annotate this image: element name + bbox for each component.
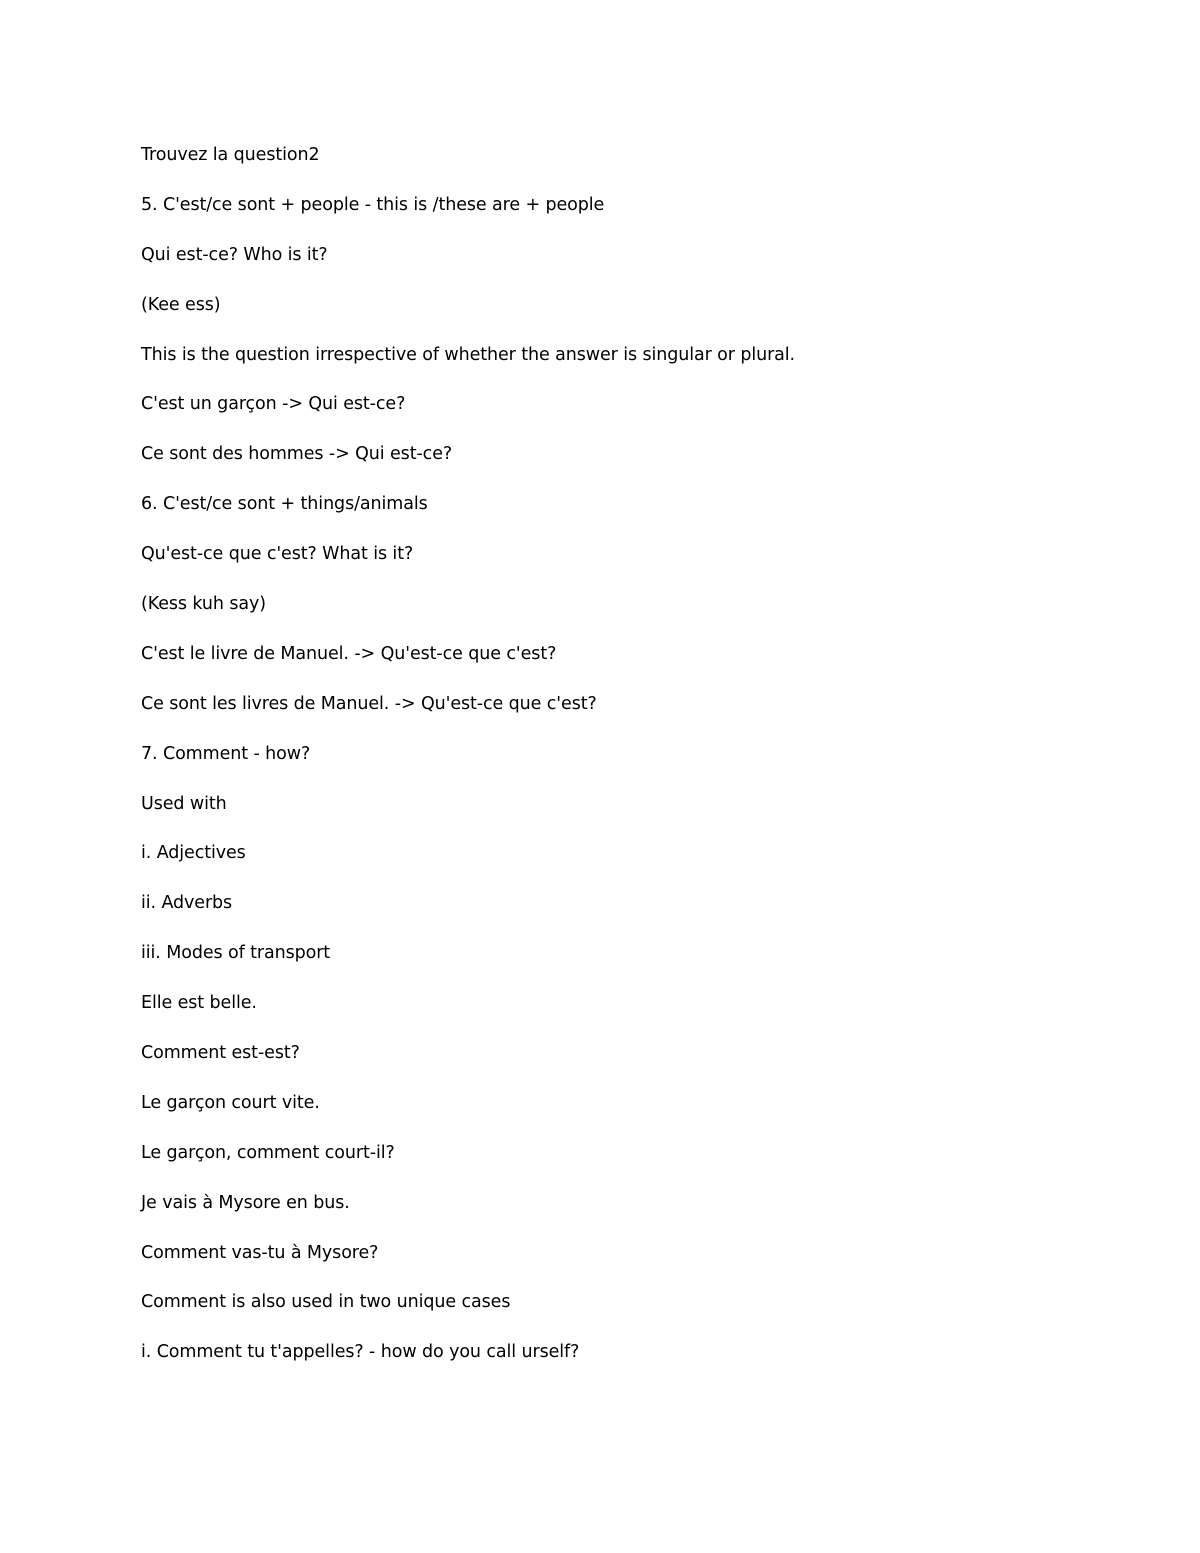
text-line: (Kee ess) — [141, 294, 221, 315]
example-line: Le garçon court vite. — [141, 1092, 320, 1113]
list-item: iii. Modes of transport — [141, 943, 331, 964]
example-line: Ce sont les livres de Manuel. -> Qu'est-ce que c'est? — [141, 693, 597, 714]
text-line: Qui est-ce? Who is it? — [141, 244, 328, 265]
example-line: Comment vas-tu à Mysore? — [141, 1242, 379, 1263]
section-7-heading: 7. Comment - how? — [141, 743, 311, 764]
text-line: This is the question irrespective of whether the answer is singular or plural. — [141, 344, 796, 365]
section-6-heading: 6. C'est/ce sont + things/animals — [141, 494, 428, 515]
example-line: Je vais à Mysore en bus. — [141, 1192, 350, 1213]
text-line: Used with — [141, 793, 227, 814]
list-item: ii. Adverbs — [141, 893, 233, 914]
list-item: i. Adjectives — [141, 843, 246, 864]
example-line: Elle est belle. — [141, 993, 257, 1014]
text-line: Comment is also used in two unique cases — [141, 1292, 511, 1313]
example-line: Ce sont des hommes -> Qui est-ce? — [141, 444, 453, 465]
example-line: Le garçon, comment court-il? — [141, 1142, 395, 1163]
text-line: Qu'est-ce que c'est? What is it? — [141, 544, 414, 565]
document-body — [141, 143, 1101, 1390]
section-5-heading: 5. C'est/ce sont + people - this is /these are + people — [141, 194, 605, 215]
list-item: i. Comment tu t'appelles? - how do you call urself? — [141, 1342, 580, 1363]
example-line: C'est le livre de Manuel. -> Qu'est-ce que c'est? — [141, 643, 557, 664]
example-line: Comment est-est? — [141, 1043, 300, 1064]
text-line: (Kess kuh say) — [141, 594, 266, 615]
example-line: C'est un garçon -> Qui est-ce? — [141, 394, 406, 415]
doc-title: Trouvez la question2 — [141, 145, 320, 165]
